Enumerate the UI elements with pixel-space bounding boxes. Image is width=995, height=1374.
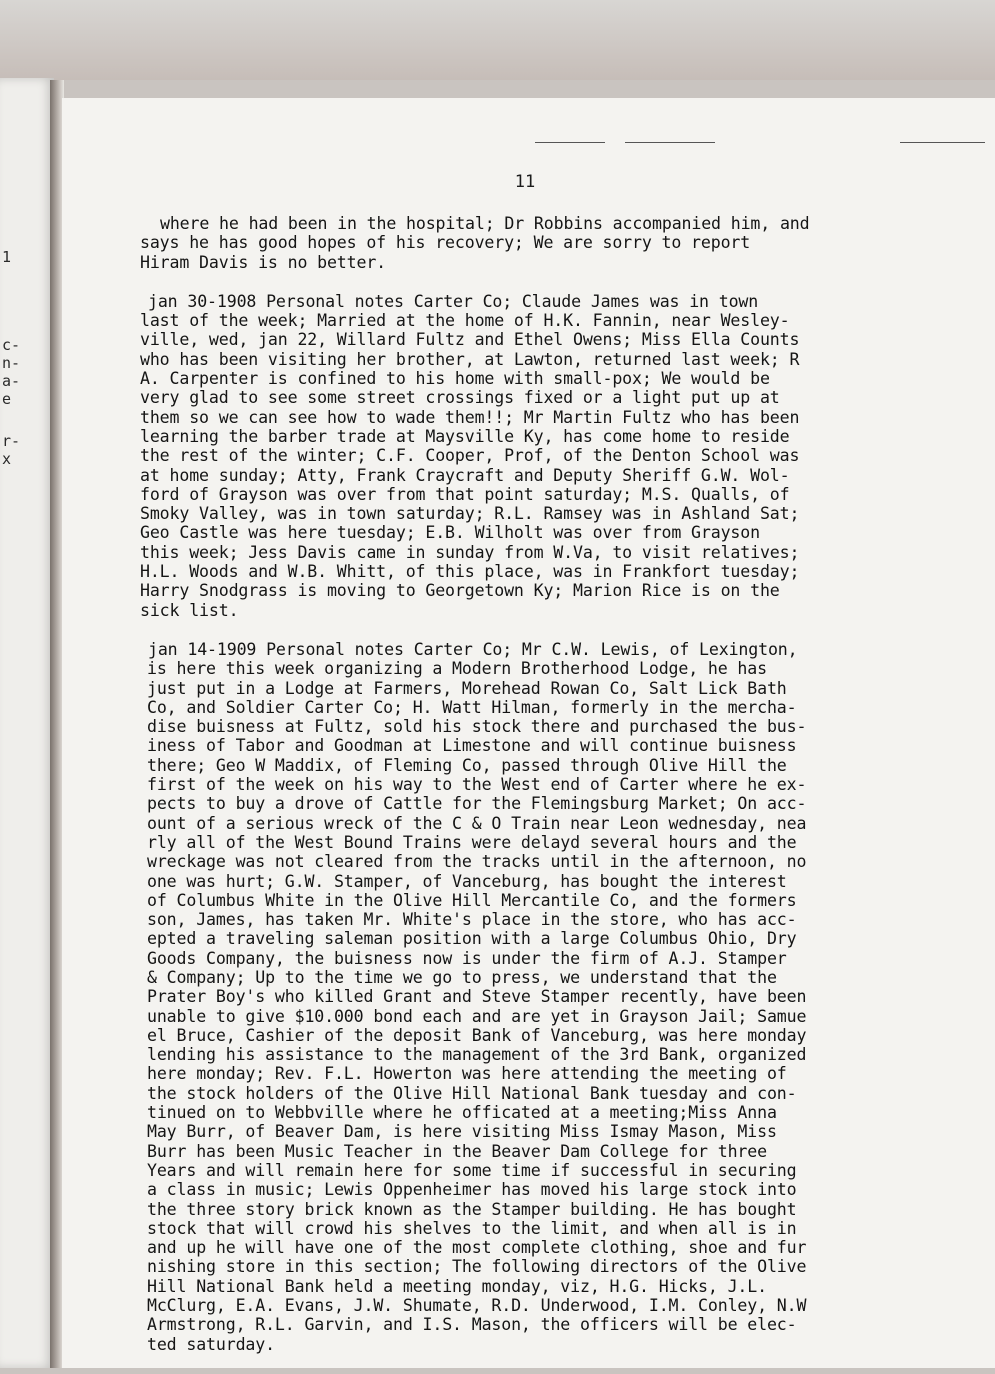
text-line: el Bruce, Cashier of the deposit Bank of Vanceburg, was here monday [147,1025,807,1045]
text-line: Smoky Valley, was in town saturday; R.L. Ramsey was in Ashland Sat; [140,504,800,524]
notes-paragraph [140,640,940,1354]
text-line: stock that will crowd his shelves to the limit, and when all is in [147,1218,797,1238]
text-line: of Columbus White in the Olive Hill Mercantile Co, and the formers [147,890,797,910]
text-line: epted a traveling saleman position with a large Columbus Ohio, Dry [147,929,797,949]
text-line: is here this week organizing a Modern Brotherhood Lodge, he has [147,659,767,679]
notes-paragraph [140,292,940,620]
text-line: one was hurt; G.W. Stamper, of Vanceburg, has bought the interest [147,871,787,891]
text-line: jan 30-1908 Personal notes Carter Co; Claude James was in town [148,291,759,311]
text-line: Co, and Soldier Carter Co; H. Watt Hilman, formerly in the mercha- [147,697,797,717]
text-line: the stock holders of the Olive Hill National Bank tuesday and con- [147,1083,797,1103]
text-line: Prater Boy's who killed Grant and Steve Stamper recently, have been [147,987,807,1007]
typed-notes-body [140,214,940,1374]
text-line: ount of a serious wreck of the C & O Train near Leon wednesday, nea [147,813,807,833]
text-line: ted saturday. [147,1334,275,1354]
text-line: wreckage was not cleared from the tracks until in the afternoon, no [147,852,807,872]
text-line: Goods Company, the buisness now is under the firm of A.J. Stamper [147,948,787,968]
text-line: them so we can see how to wade them!!; Mr Martin Fultz who has been [140,407,800,427]
text-line: ford of Grayson was over from that point saturday; M.S. Qualls, of [140,484,790,504]
facing-page-fragment: c- [2,336,21,354]
text-line: here monday; Rev. F.L. Howerton was here attending the meeting of [147,1064,787,1084]
facing-page-fragment: n- [2,354,21,372]
text-line: where he had been in the hospital; Dr Robbins accompanied him, and [160,214,810,233]
text-line: sick list. [140,600,239,620]
text-line: jan 14-1909 Personal notes Carter Co; Mr C.W. Lewis, of Lexington, [148,639,798,659]
facing-page-fragment: 1 [2,248,12,266]
text-line: and up he will have one of the most complete clothing, shoe and fur [147,1238,807,1258]
text-line: unable to give $10.000 bond each and are yet in Grayson Jail; Samue [147,1006,807,1026]
text-line: tinued on to Webbville where he officated at a meeting;Miss Anna [147,1103,777,1123]
facing-page-fragment: e [2,390,12,408]
text-line: there; Geo W Maddix, of Fleming Co, passed through Olive Hill the [147,755,787,775]
bleed-through-rule [625,142,715,143]
facing-page-fragment: a- [2,372,21,390]
text-line: Harry Snodgrass is moving to Georgetown Ky; Marion Rice is on the [140,581,780,601]
text-line: the rest of the winter; C.F. Cooper, Prof, of the Denton School was [140,446,800,466]
notes-paragraph [140,214,940,272]
text-line: son, James, has taken Mr. White's place in the store, who has acc- [147,910,797,930]
text-line: at home sunday; Atty, Frank Craycraft and Deputy Sheriff G.W. Wol- [140,465,790,485]
text-line: rly all of the West Bound Trains were delayd several hours and the [147,832,797,852]
text-line: very glad to see some street crossings fixed or a light put up at [140,388,780,408]
text-line: says he has good hopes of his recovery; We are sorry to report [140,233,751,253]
facing-page-fragment: r- [2,432,21,450]
text-line: & Company; Up to the time we go to press, we understand that the [147,967,777,987]
text-line: who has been visiting her brother, at Lawton, returned last week; R [140,349,800,369]
facing-page-fragment: x [2,450,12,468]
text-line: Armstrong, R.L. Garvin, and I.S. Mason, the officers will be elec- [147,1315,797,1335]
text-line: dise buisness at Fultz, sold his stock there and purchased the bus- [147,717,807,737]
text-line: nishing store in this section; The following directors of the Olive [147,1257,807,1277]
text-line: Geo Castle was here tuesday; E.B. Wilholt was over from Grayson [140,523,760,543]
text-line: pects to buy a drove of Cattle for the Flemingsburg Market; On acc- [147,794,807,814]
text-line: Burr has been Music Teacher in the Beaver Dam College for three [147,1141,767,1161]
facing-page-edge [0,78,54,1368]
text-line: Years and will remain here for some time if successful in securing [147,1160,797,1180]
text-line: just put in a Lodge at Farmers, Morehead Rowan Co, Salt Lick Bath [147,678,787,698]
text-line: last of the week; Married at the home of H.K. Fannin, near Wesley- [140,311,790,331]
text-line: Hiram Davis is no better. [140,252,387,272]
text-line: ville, wed, jan 22, Willard Fultz and Ethel Owens; Miss Ella Counts [140,330,800,350]
text-line: the three story brick known as the Stamper building. He has bought [147,1199,797,1219]
text-line: May Burr, of Beaver Dam, is here visiting Miss Ismay Mason, Miss [147,1122,777,1142]
bleed-through-rule [900,142,985,143]
bleed-through-rule [535,142,605,143]
text-line: H.L. Woods and W.B. Whitt, of this place, was in Frankfort tuesday; [140,562,800,582]
text-line: lending his assistance to the management of the 3rd Bank, organized [147,1045,807,1065]
text-line: this week; Jess Davis came in sunday from W.Va, to visit relatives; [140,542,800,562]
page-number: 11 [514,172,536,192]
text-line: Hill National Bank held a meeting monday, viz, H.G. Hicks, J.L. [147,1276,767,1296]
text-line: iness of Tabor and Goodman at Limestone and will continue buisness [147,736,797,756]
text-line: learning the barber trade at Maysville Ky, has come home to reside [140,426,790,446]
scanner-background [0,0,995,80]
text-line: McClurg, E.A. Evans, J.W. Shumate, R.D. Underwood, I.M. Conley, N.W [147,1296,807,1316]
text-line: first of the week on his way to the West end of Carter where he ex- [147,775,807,795]
text-line: A. Carpenter is confined to his home with small-pox; We would be [140,369,770,389]
text-line: a class in music; Lewis Oppenheimer has moved his large stock into [147,1180,797,1200]
